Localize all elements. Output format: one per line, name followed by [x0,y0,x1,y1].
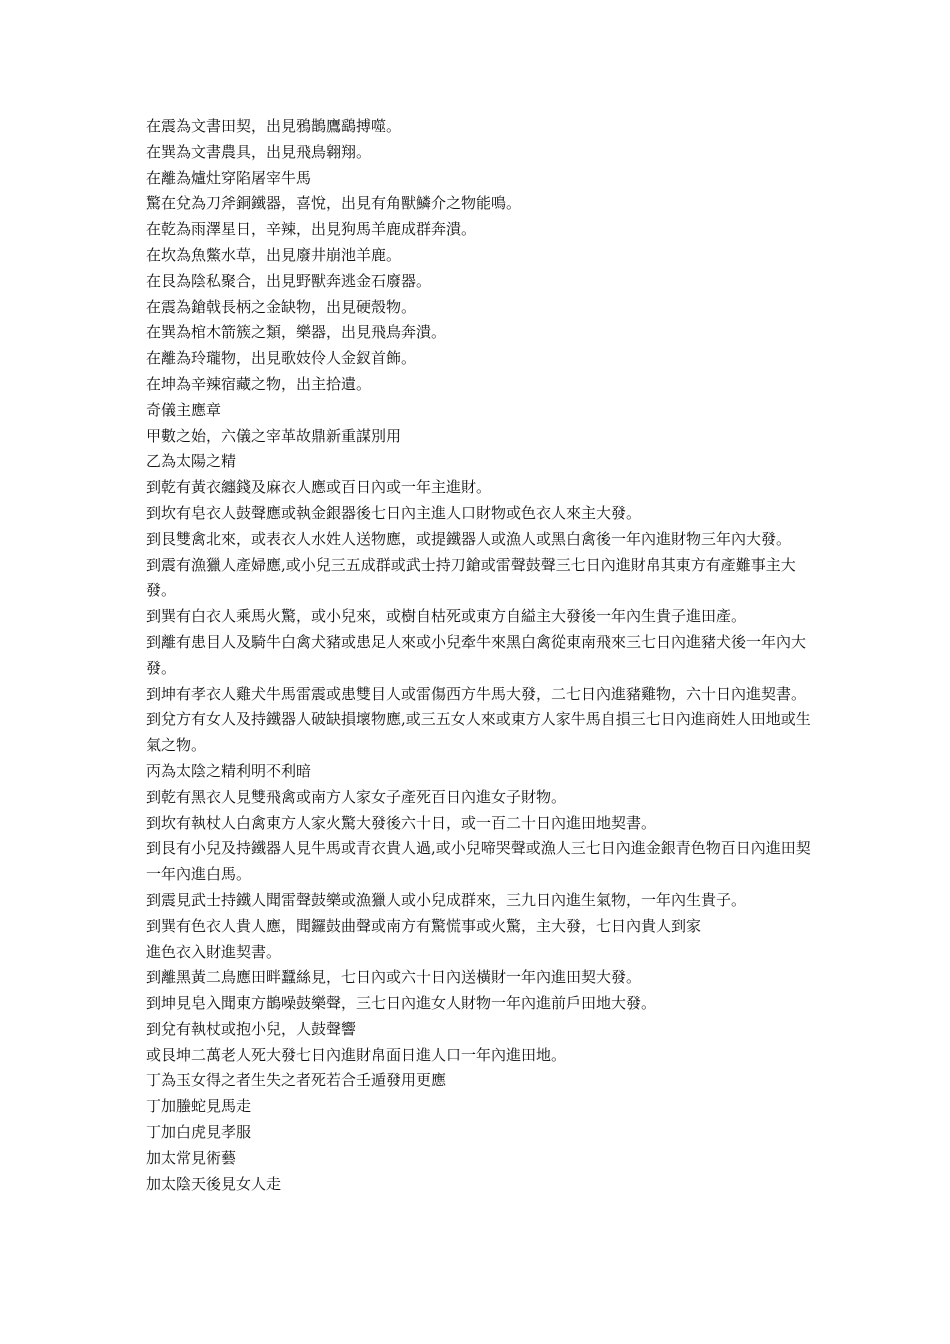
paragraph-line: 到坤有孝衣人雞犬牛馬雷震或患雙目人或雷傷西方牛馬大發，二七日內進豬雞物，六十日內進契書。 [146,684,807,703]
paragraph-line: 加太常見術藝 [146,1148,237,1167]
paragraph-line: 在坎為魚鱉水草，出見廢井崩池羊鹿。 [146,245,402,264]
paragraph-line: 到坤見皂入聞東方鵲噪鼓樂聲，三七日內進女人財物一年內進前戶田地大發。 [146,994,657,1013]
paragraph-line: 丙為太陰之精利明不利暗 [146,761,312,780]
paragraph-line: 到震有漁獵人產婦應,或小兒三五成群或武士持刀鎗或雷聲鼓聲三七日內進財帛其東方有產難事主大發。 [146,555,796,600]
paragraph-line: 驚在兌為刀斧銅鐵器，喜悅，出見有角獸鱗介之物能鳴。 [146,194,522,213]
paragraph-line: 到離黑黃二鳥應田畔蠶絲見，七日內或六十日內送橫財一年內進田契大發。 [146,968,642,987]
paragraph-line: 在乾為雨澤星日，辛辣，出見狗馬羊鹿成群奔潰。 [146,220,477,239]
paragraph-line: 進色衣入財進契書。 [146,942,282,961]
paragraph-line: 乙為太陽之精 [146,452,237,471]
paragraph-line: 丁加白虎見孝服 [146,1123,252,1142]
paragraph-line: 到巽有色衣人貴人應，聞鑼鼓曲聲或南方有驚慌事或火驚，主大發，七日內貴人到家 [146,916,702,935]
paragraph-line: 到艮有小兒及持鐵器人見牛馬或青衣貴人過,或小兒啼哭聲或漁人三七日內進金銀青色物百日內進田契一年內進白馬。 [146,839,811,884]
section-heading: 奇儀主應章 [146,400,222,419]
paragraph-line: 丁為玉女得之者生失之者死若合壬遁發用更應 [146,1071,447,1090]
paragraph-line: 在離為爐灶穿陷屠宰牛馬 [146,168,312,187]
paragraph-line: 到巽有白衣人乘馬火驚，或小兒來，或樹自枯死或東方自縊主大發後一年內生貴子進田產。 [146,607,747,626]
paragraph-line: 丁加螣蛇見馬走 [146,1097,252,1116]
paragraph-line: 加太陰天後見女人走 [146,1174,282,1193]
paragraph-line: 或艮坤二萬老人死大發七日內進財帛面日進人口一年內進田地。 [146,1045,567,1064]
paragraph-line: 到乾有黑衣人見雙飛禽或南方人家女子產死百日內進女子財物。 [146,787,567,806]
paragraph-line: 到離有患目人及騎牛白禽犬豬或患足人來或小兒牽牛來黑白禽從東南飛來三七日內進豬犬後一年內大發。 [146,632,807,677]
paragraph-line: 到兌方有女人及持鐵器人破缺損壞物應,或三五女人來或東方人家牛馬自損三七日內進商姓人田地或生氣之物。 [146,710,811,755]
paragraph-line: 在艮為陰私聚合，出見野獸奔逃金石廢器。 [146,271,432,290]
document-body [146,114,814,1197]
paragraph-line: 在巽為文書農具，出見飛鳥翱翔。 [146,142,372,161]
paragraph-line: 在震為鎗戟長柄之金缺物，出見硬殼物。 [146,297,417,316]
paragraph-line: 在巽為棺木箭簇之類，樂器，出見飛鳥奔潰。 [146,323,447,342]
paragraph-line: 甲數之始，六儀之宰革故鼎新重謀別用 [146,426,402,445]
paragraph-line: 在震為文書田契，出見鴉鵲鷹鷂搏噬。 [146,117,402,135]
paragraph-line: 在離為玲瓏物，出見歌妓伶人金釵首飾。 [146,349,417,368]
paragraph-line: 在坤為辛辣宿藏之物，出主拾遺。 [146,374,372,393]
paragraph-line: 到乾有黃衣纏錢及麻衣人應或百日內或一年主進財。 [146,478,492,497]
paragraph-line: 到震見武士持鐵人聞雷聲鼓樂或漁獵人或小兒成群來，三九日內進生氣物，一年內生貴子。 [146,890,747,909]
paragraph-line: 到坎有皂衣人鼓聲應或執金銀器後七日內主進人口財物或色衣人來主大發。 [146,503,642,522]
paragraph-line: 到艮雙禽北來，或表衣人水姓人送物應，或提鐵器人或漁人或黑白禽後一年內進財物三年內大發。 [146,529,792,548]
paragraph-line: 到坎有執杖人白禽東方人家火驚大發後六十日，或一百二十日內進田地契書。 [146,813,657,832]
paragraph-line: 到兌有執杖或抱小兒，人鼓聲響 [146,1019,357,1038]
